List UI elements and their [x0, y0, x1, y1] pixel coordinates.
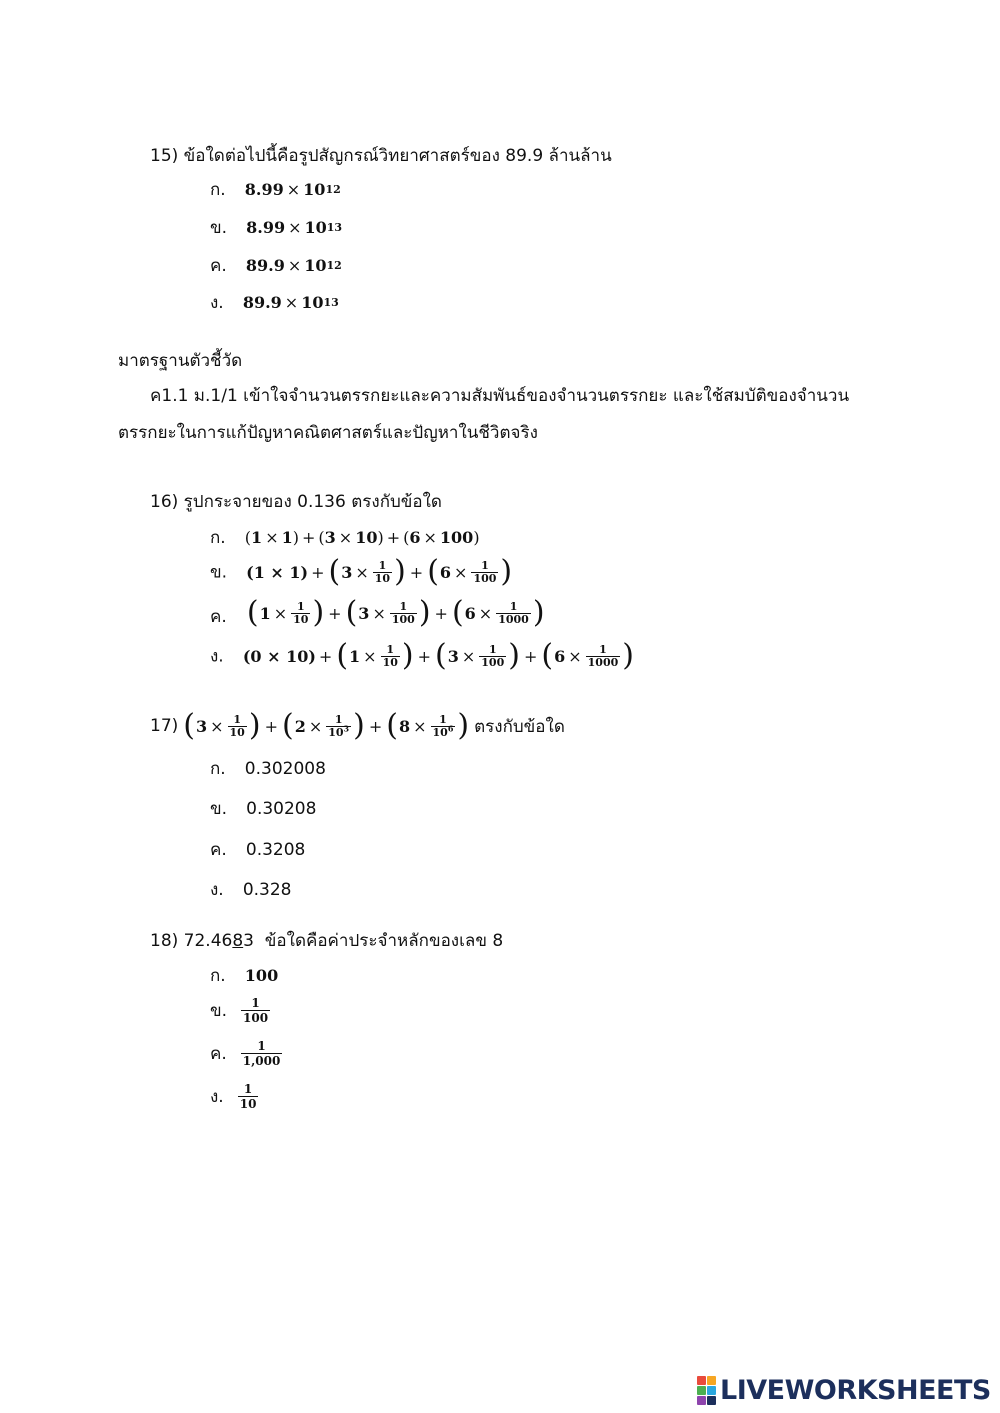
- fraction: $\frac{1}{100}$: [391, 599, 415, 626]
- underlined-digit: 8: [232, 931, 244, 951]
- choice-math: (0 × 10) + ( 1 × $\frac{1}{10}$ ) + ( 3 × $\frac{1}{100}$ ) + ( 6 × $\frac{1}{1000}$ ): [242, 638, 634, 673]
- fraction: $\frac{1}{100}$: [473, 558, 497, 585]
- logo-block: [697, 1396, 706, 1405]
- q17-text: 17) ( 3 × $\frac{1}{10}$ ) + ( 2 × $\frac{1}{10^3}$ ) + ( 8 × $\frac{1}{10^6}$ ) ตรงกับข้อใด: [150, 708, 565, 743]
- choice-label: ง.: [210, 880, 224, 900]
- q18-choice[interactable]: [210, 996, 271, 1025]
- logo-text: LIVEWORKSHEETS: [720, 1375, 991, 1406]
- logo-block: [697, 1376, 706, 1385]
- choice-label: ข.: [210, 562, 228, 583]
- fraction: $\frac{1}{10}$: [382, 642, 398, 669]
- fraction: $\frac{1}{1,000}$: [242, 1039, 281, 1068]
- choice-value: 0.3208: [245, 840, 306, 860]
- fraction: $\frac{1}{10^6}$: [432, 712, 454, 739]
- choice-label: ง.: [210, 1087, 224, 1107]
- choice-value: 0.302008: [244, 759, 326, 779]
- fraction: $\frac{1}{10}$: [229, 712, 245, 739]
- choice-label: ข.: [210, 218, 228, 238]
- standard-heading: มาตรฐานตัวชี้วัด: [118, 351, 243, 371]
- fraction: $\frac{1}{10}$: [293, 599, 309, 626]
- liveworksheets-logo[interactable]: [697, 1375, 991, 1406]
- logo-block: [697, 1386, 706, 1395]
- logo-block: [707, 1396, 716, 1405]
- q15-text: 15) ข้อใดต่อไปนี้คือรูปสัญกรณ์วิทยาศาสตร์ของ 89.9 ล้านล้าน: [150, 146, 612, 166]
- choice-math: ( 1 × 1 ) + ( 3 × 10 ) + ( 6 × 100 ): [244, 528, 480, 547]
- choice-label: ค.: [210, 1044, 227, 1064]
- choice-label: ก.: [210, 180, 226, 200]
- fraction: $\frac{1}{100}$: [243, 996, 269, 1025]
- q15-choice[interactable]: [210, 214, 342, 241]
- choice-math: 8.99 × 10 12: [244, 180, 341, 199]
- fraction: $\frac{1}{10}$: [239, 1082, 257, 1111]
- q16-choice[interactable]: [210, 554, 513, 589]
- choice-label: ข.: [210, 1001, 228, 1021]
- choice-math: 89.9 × 10 12: [245, 256, 342, 275]
- q18-choice[interactable]: [210, 962, 278, 989]
- q17-choice[interactable]: [210, 836, 305, 863]
- choice-label: ค.: [210, 840, 227, 860]
- standard-line-1: ค1.1 ม.1/1 เข้าใจจำนวนตรรกยะและความสัมพันธ์ของจำนวนตรรกยะ และใช้สมบัติของจำนวน: [150, 386, 850, 406]
- q17-expression: ( 3 × $\frac{1}{10}$ ) + ( 2 × $\frac{1}{10^3}$ ) + ( 8 × $\frac{1}{10^6}$ ): [183, 708, 470, 743]
- q17-choice[interactable]: [210, 795, 316, 822]
- q16-text: 16) รูปกระจายของ 0.136 ตรงกับข้อใด: [150, 492, 442, 512]
- q16-choice[interactable]: [210, 638, 635, 673]
- choice-math: 8.99 × 10 13: [246, 218, 343, 237]
- choice-label: ข.: [210, 799, 228, 819]
- choice-label: ค.: [210, 256, 227, 276]
- choice-value: 100: [244, 966, 279, 985]
- logo-block: [707, 1376, 716, 1385]
- q15-choice[interactable]: [210, 252, 342, 279]
- choice-math: 89.9 × 10 13: [242, 293, 339, 312]
- choice-value: 0.328: [242, 880, 292, 900]
- choice-value: 0.30208: [246, 799, 317, 819]
- q17-choice[interactable]: [210, 755, 326, 782]
- q18-choice[interactable]: [210, 1039, 283, 1068]
- fraction: $\frac{1}{10^3}$: [328, 712, 350, 739]
- q15-choice[interactable]: [210, 289, 339, 316]
- choice-label: ก.: [210, 759, 226, 779]
- choice-math: ( 1 × $\frac{1}{10}$ ) + ( 3 × $\frac{1}{100}$ ) + ( 6 × $\frac{1}{1000}$ ): [246, 595, 545, 630]
- choice-label: ค.: [210, 607, 227, 627]
- choice-math: (1 × 1) + ( 3 × $\frac{1}{10}$ ) + ( 6 × $\frac{1}{100}$ ): [246, 554, 513, 589]
- fraction: $\frac{1}{100}$: [481, 642, 505, 669]
- q18-choice[interactable]: [210, 1082, 259, 1111]
- choice-label: ก.: [210, 528, 226, 548]
- choice-label: ง.: [210, 293, 224, 313]
- q15-choice[interactable]: [210, 176, 341, 203]
- standard-line-2: ตรรกยะในการแก้ปัญหาคณิตศาสตร์และปัญหาในชีวิตจริง: [118, 423, 538, 443]
- q16-choice[interactable]: [210, 524, 480, 551]
- q18-text: 18) 72.4683 ข้อใดคือค่าประจำหลักของเลข 8: [150, 931, 504, 951]
- choice-label: ก.: [210, 966, 226, 986]
- logo-grid-icon: [697, 1376, 716, 1405]
- q16-choice[interactable]: [210, 595, 546, 630]
- fraction: $\frac{1}{10}$: [374, 558, 391, 585]
- fraction: $\frac{1}{1000}$: [587, 642, 619, 669]
- q17-choice[interactable]: [210, 876, 291, 903]
- choice-label: ง.: [210, 646, 224, 667]
- logo-block: [707, 1386, 716, 1395]
- fraction: $\frac{1}{1000}$: [498, 599, 529, 626]
